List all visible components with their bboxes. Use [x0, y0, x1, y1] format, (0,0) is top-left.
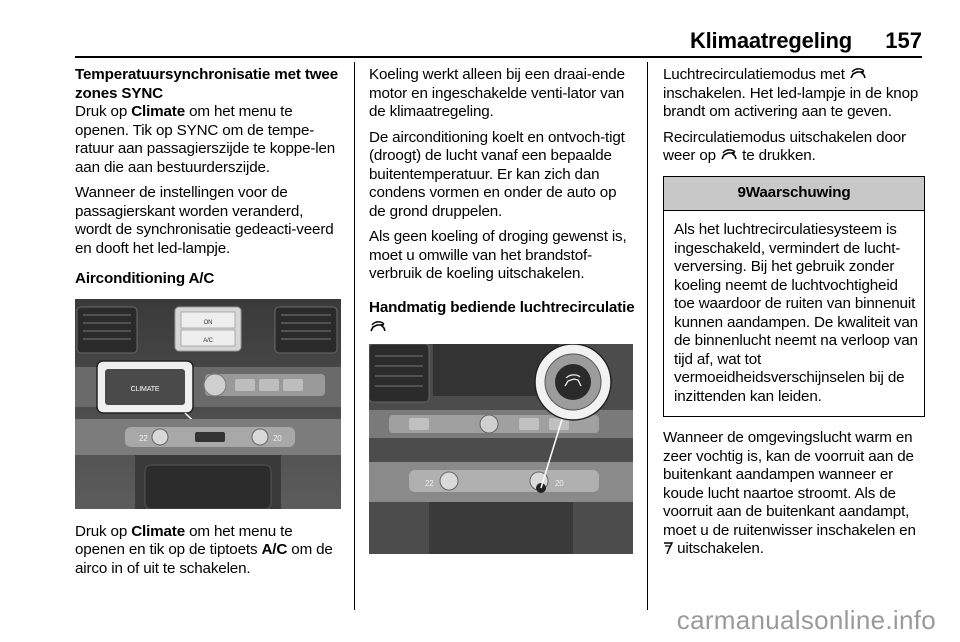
knob-icon	[204, 374, 226, 396]
section-heading-recirculation: Handmatig bediende luchtrecirculatie	[369, 298, 635, 338]
paragraph: Recirculatiemodus uitschakelen door weer op te drukken.	[663, 128, 906, 164]
svg-text:22: 22	[139, 433, 148, 443]
paragraph: Luchtrecirculatiemodus met inschakelen. Het led-lampje in de knop brandt om activering aan te geven.	[663, 66, 919, 120]
section-heading-sync: Temperatuursynchronisatie met twee zones SYNC	[75, 66, 339, 102]
column-2	[369, 66, 635, 554]
paragraph: Wanneer de omgevingslucht warm en zeer vochtig is, kan de voorruit aan de buitenkant aandampen wanneer er koude lucht naartoe stroomt. Als de voorruit aan de buitenkant aandampt, moet u de ruitenwisser inschakelen en uitschakelen.	[663, 429, 916, 557]
paragraph: Druk op Climate om het menu te openen en tik op de tiptoets A/C om de airco in of uit te schakelen.	[75, 522, 333, 577]
air-vent-left	[77, 307, 137, 353]
warning-box	[663, 176, 925, 418]
climate-label: CLIMATE	[130, 385, 160, 393]
svg-text:20: 20	[555, 478, 564, 488]
on-label: ON	[203, 319, 213, 326]
section-heading-ac: Airconditioning A/C	[75, 270, 215, 287]
svg-text:20: 20	[273, 433, 282, 443]
warning-title: Waarschuwing	[745, 183, 851, 201]
svg-text:22: 22	[425, 478, 434, 488]
ac-label: A/C	[203, 337, 213, 344]
paragraph: Als geen koeling of droging gewenst is, moet u omwille van het brandstof-verbruik de koeling uitschakelen.	[369, 228, 627, 282]
rear-wiper-icon	[663, 541, 673, 555]
air-vent-right	[275, 307, 337, 353]
paragraph: De airconditioning koelt en ontvoch-tigt (droogt) de lucht vanaf een bepaalde buitentemperatuur. Er kan zich dan condens vormen en onder de auto op de grond druppelen.	[369, 128, 625, 220]
car-recirculation-icon	[849, 68, 867, 80]
column-3	[663, 66, 925, 566]
warning-triangle-icon: 9	[737, 183, 746, 201]
column-1	[75, 66, 341, 585]
recirculation-panel-figure	[369, 344, 633, 554]
paragraph: Druk op Climate om het menu te openen. Tik op SYNC om de tempe-ratuur aan passagierszijde te koppe-len aan die aan bestuurderszijde.	[75, 103, 336, 176]
paragraph: Wanneer de instellingen voor de passagierskant worden veranderd, wordt de synchronisatie gedeacti-veerd en dooft het led-lampje.	[75, 184, 334, 257]
warning-header	[664, 177, 924, 212]
chapter-title: Klimaatregeling	[689, 28, 852, 53]
column-divider	[647, 62, 648, 610]
page-header	[0, 0, 960, 58]
watermark: carmanualsonline.info	[676, 605, 936, 635]
car-recirculation-icon	[720, 149, 738, 161]
column-divider	[354, 62, 355, 610]
climate-panel-figure	[75, 299, 341, 509]
car-recirculation-icon	[369, 321, 387, 333]
header-rule	[75, 56, 922, 58]
page-number: 157	[885, 28, 922, 53]
warning-body: Als het luchtrecirculatiesysteem is ingeschakeld, vermindert de lucht-verversing. Bij het gebruik zonder koeling neemt de luchtvochtigheid toe waardoor de ruiten van binnenuit kunnen aandampen. De kwaliteit van de binnenlucht neemt na verloop van tijd af, wat tot vermoeidheidsverschijnselen bij de inzittenden kan leiden.	[674, 221, 918, 405]
paragraph: Koeling werkt alleen bij een draai-ende motor en ingeschakelde venti-lator van de klimaatregeling.	[369, 66, 625, 120]
